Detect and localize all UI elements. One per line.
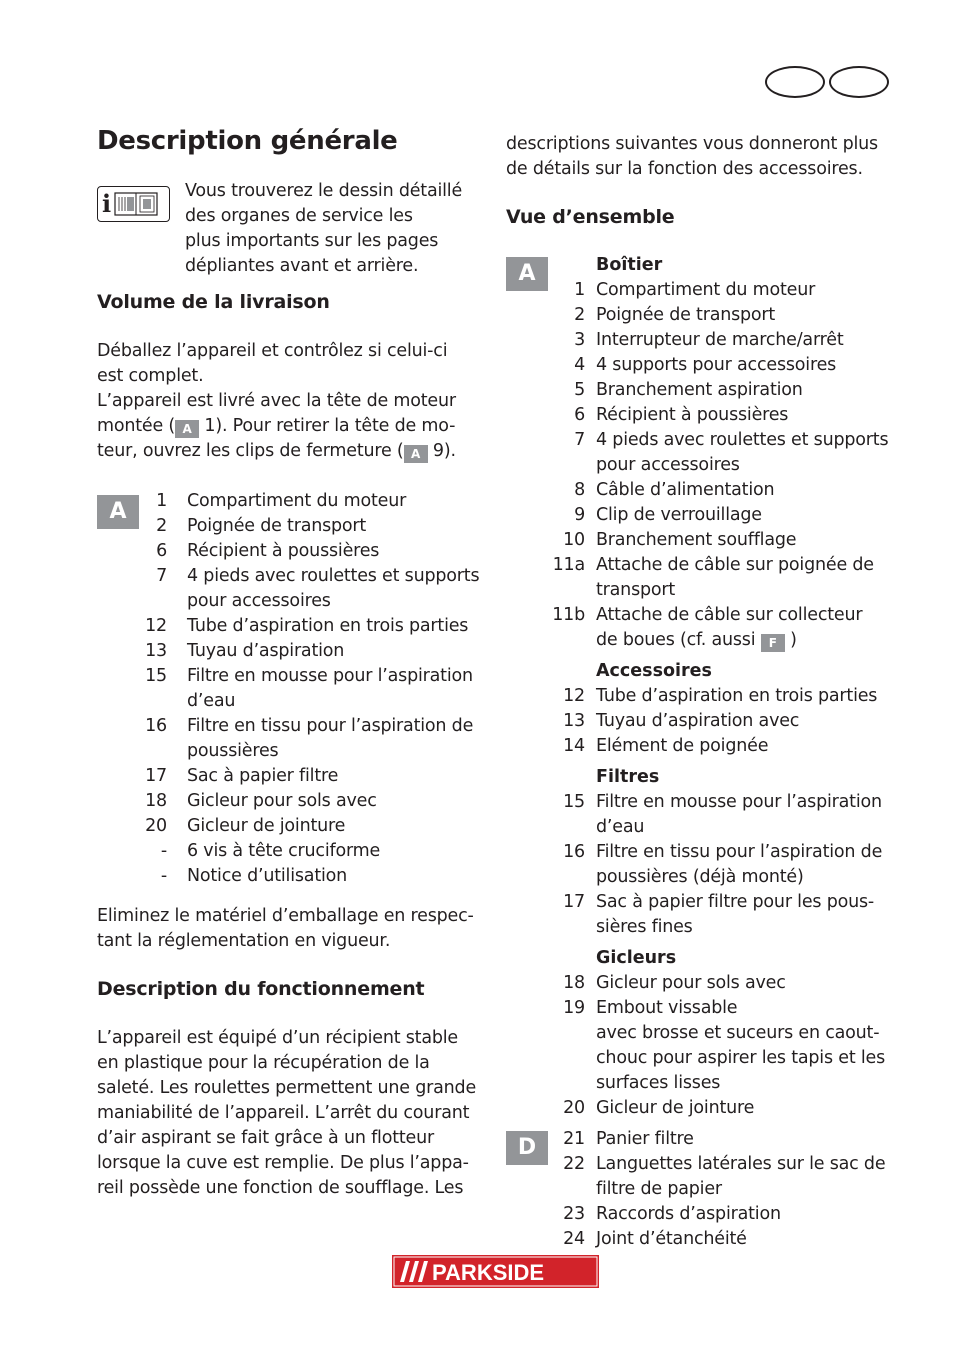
- list-item-text: Notice d’utilisation: [187, 866, 348, 886]
- list-item-text: Filtre en tissu pour l’aspiration de: [596, 842, 883, 862]
- figure-ref-badge-f: F: [761, 634, 785, 652]
- section-heading-overview: Vue d’ensemble: [506, 206, 675, 228]
- list-item-number: 19: [563, 998, 585, 1018]
- overview-list: [506, 253, 891, 1121]
- parkside-logo-text: PARKSIDE: [432, 1260, 545, 1285]
- list-item: [506, 734, 891, 759]
- list-item-number: 14: [563, 736, 585, 756]
- list-item-text: 6 vis à tête cruciforme: [187, 841, 381, 861]
- list-item: [506, 603, 891, 653]
- list-item-text: transport: [596, 580, 676, 600]
- list-item-text: pour accessoires: [187, 591, 331, 611]
- list-item: [506, 1227, 891, 1252]
- list-item: [506, 790, 891, 840]
- list-item-text: pour accessoires: [596, 455, 740, 475]
- disposal-paragraph: Eliminez le matériel d’emballage en respec- tant la réglementation en vigueur.: [97, 906, 474, 951]
- info-block: [97, 179, 482, 277]
- intro-paragraph: descriptions suivantes vous donneront plus de détails sur la fonction des accessoires.: [506, 134, 878, 179]
- delivery-contents-list: [97, 489, 482, 886]
- list-item-text: poussières (déjà monté): [596, 867, 804, 887]
- list-item-text: Poignée de transport: [596, 305, 776, 325]
- list-item-text: Câble d’alimentation: [596, 480, 775, 500]
- list-item-text: Compartiment du moteur: [187, 491, 407, 511]
- list-item: [506, 840, 891, 890]
- list-item: [506, 328, 891, 353]
- list-item: [97, 639, 482, 664]
- list-item: [506, 1127, 891, 1152]
- volume-paragraph: Déballez l’appareil et contrôlez si celui-ci est complet. L’appareil est livré avec la tête de moteur montée ( A 1). Pour retirer la tête de mo- teur, ouvrez les clips de fermeture ( A 9).: [97, 341, 456, 461]
- list-item-number: 21: [563, 1129, 585, 1149]
- list-item-number: 15: [563, 792, 585, 812]
- list-item-text: sières fines: [596, 917, 693, 937]
- figure-ref-badge-a: A: [175, 420, 199, 438]
- group-heading: Gicleurs: [596, 948, 677, 968]
- list-item: [97, 764, 482, 789]
- list-item-number: 3: [574, 330, 585, 350]
- list-item-text: Récipient à poussières: [596, 405, 789, 425]
- list-item-text: Filtre en mousse pour l’aspiration: [187, 666, 473, 686]
- list-item-text: Tube d’aspiration en trois parties: [596, 686, 878, 706]
- list-item-text: Raccords d’aspiration: [596, 1204, 781, 1224]
- right-column: [506, 132, 891, 1252]
- list-item-text: Gicleur de jointure: [187, 816, 346, 836]
- list-item-text: Tuyau d’aspiration avec: [596, 711, 800, 731]
- list-item: [506, 403, 891, 428]
- list-item: [506, 684, 891, 709]
- list-item-number: 16: [563, 842, 585, 862]
- list-item: [97, 564, 482, 614]
- list-item: [506, 1202, 891, 1227]
- list-item: [506, 890, 891, 940]
- list-item: [97, 614, 482, 639]
- list-item: [506, 1152, 891, 1202]
- list-item: [506, 278, 891, 303]
- left-column: [97, 126, 482, 1201]
- list-item-text: Branchement soufflage: [596, 530, 797, 550]
- list-item-number: 18: [145, 791, 167, 811]
- list-item-number: 2: [574, 305, 585, 325]
- list-item: [506, 303, 891, 328]
- list-item: [97, 864, 482, 889]
- list-item-number: 17: [563, 892, 585, 912]
- page-title: Description générale: [97, 126, 398, 156]
- info-text: Vous trouverez le dessin détaillé des organes de service les plus importants sur les pages dépliantes avant et arrière.: [185, 181, 463, 276]
- list-item-number: 6: [574, 405, 585, 425]
- list-item-text: Récipient à poussières: [187, 541, 380, 561]
- list-item-number: 10: [563, 530, 585, 550]
- list-item-number: 16: [145, 716, 167, 736]
- list-item-text: surfaces lisses: [596, 1073, 721, 1093]
- overview-list-d: [506, 1127, 891, 1252]
- group-heading: Accessoires: [596, 661, 712, 681]
- list-item-text: filtre de papier: [596, 1179, 722, 1199]
- list-item-text: 4 supports pour accessoires: [596, 355, 837, 375]
- list-item-number: 17: [145, 766, 167, 786]
- list-item-text: Sac à papier filtre pour les pous-: [596, 892, 875, 912]
- list-item-text: Compartiment du moteur: [596, 280, 816, 300]
- list-item-text: avec brosse et suceurs en caout-: [596, 1023, 880, 1043]
- list-item-text: Poignée de transport: [187, 516, 367, 536]
- list-item-text: de boues (cf. aussi F ): [596, 630, 797, 650]
- figure-badge-a: A: [506, 257, 548, 291]
- list-item-text: d’eau: [187, 691, 236, 711]
- list-item-text: Attache de câble sur collecteur: [596, 605, 863, 625]
- figure-badge-a: A: [97, 495, 139, 529]
- figure-ref-badge-a: A: [404, 445, 428, 463]
- list-item: [506, 971, 891, 996]
- section-heading-volume: Volume de la livraison: [97, 291, 330, 313]
- list-item-text: Sac à papier filtre: [187, 766, 339, 786]
- list-item-number: 8: [574, 480, 585, 500]
- parkside-logo: [392, 1255, 599, 1288]
- list-item-text: Tuyau d’aspiration: [187, 641, 345, 661]
- list-item-text: chouc pour aspirer les tapis et les: [596, 1048, 885, 1068]
- list-item-text: Gicleur pour sols avec: [187, 791, 377, 811]
- list-item-text: Attache de câble sur poignée de: [596, 555, 874, 575]
- list-item-number: 2: [156, 516, 167, 536]
- list-item-text: d’eau: [596, 817, 645, 837]
- list-item-text: Gicleur de jointure: [596, 1098, 755, 1118]
- function-paragraph: L’appareil est équipé d’un récipient stable en plastique pour la récupération de la saleté. Les roulettes permettent une grande maniabilité de l’appareil. L’arrêt du courant d’air aspirant se fait grâce à un flotteur lorsque la cuve est remplie. De plus l’appa- reil possède une fonction de soufflage. Les: [97, 1028, 477, 1198]
- list-item-text: Branchement aspiration: [596, 380, 803, 400]
- list-item-number: 13: [145, 641, 167, 661]
- info-book-icon: i: [97, 186, 170, 222]
- section-heading-function: Description du fonctionnement: [97, 978, 425, 1000]
- list-item-number: 9: [574, 505, 585, 525]
- group-heading: Boîtier: [596, 255, 663, 275]
- list-item-number: 7: [156, 566, 167, 586]
- list-item-text: 4 pieds avec roulettes et supports: [187, 566, 480, 586]
- list-item: [97, 539, 482, 564]
- list-item: [506, 503, 891, 528]
- list-item: [506, 1096, 891, 1121]
- list-item-number: 6: [156, 541, 167, 561]
- list-item: [506, 709, 891, 734]
- list-item-number: -: [160, 841, 167, 861]
- list-item-number: 23: [563, 1204, 585, 1224]
- list-item: [506, 428, 891, 478]
- figure-badge-d: D: [506, 1131, 548, 1165]
- list-item-text: Gicleur pour sols avec: [596, 973, 786, 993]
- list-item-number: 11b: [552, 605, 585, 625]
- list-item-number: 12: [563, 686, 585, 706]
- language-oval-left: [765, 66, 825, 98]
- list-item-text: Joint d’étanchéité: [596, 1229, 747, 1249]
- list-item-number: 20: [145, 816, 167, 836]
- list-item-text: Embout vissable: [596, 998, 738, 1018]
- list-item-text: Tube d’aspiration en trois parties: [187, 616, 469, 636]
- list-item-text: Filtre en tissu pour l’aspiration de: [187, 716, 474, 736]
- list-item-text: Languettes latérales sur le sac de: [596, 1154, 886, 1174]
- list-item-text: 4 pieds avec roulettes et supports: [596, 430, 889, 450]
- list-item-number: 24: [563, 1229, 585, 1249]
- open-book-icon: [114, 191, 158, 217]
- list-item-number: 15: [145, 666, 167, 686]
- list-item-text: poussières: [187, 741, 279, 761]
- list-item-text: Interrupteur de marche/arrêt: [596, 330, 844, 350]
- list-item: [506, 378, 891, 403]
- list-item-text: Elément de poignée: [596, 736, 769, 756]
- list-item-number: 13: [563, 711, 585, 731]
- list-item: [97, 514, 482, 539]
- language-indicator: [765, 66, 891, 100]
- list-item: [97, 814, 482, 839]
- list-item-number: 20: [563, 1098, 585, 1118]
- list-item-text: Panier filtre: [596, 1129, 694, 1149]
- list-item: [97, 664, 482, 714]
- list-item-number: 1: [574, 280, 585, 300]
- group-heading: Filtres: [596, 767, 660, 787]
- list-item: [97, 489, 482, 514]
- list-item-number: 12: [145, 616, 167, 636]
- list-item-number: 4: [574, 355, 585, 375]
- list-item: [506, 478, 891, 503]
- language-oval-right: [829, 66, 889, 98]
- list-item: [506, 353, 891, 378]
- list-item-number: 22: [563, 1154, 585, 1174]
- list-item-number: 11a: [552, 555, 585, 575]
- list-item-text: Filtre en mousse pour l’aspiration: [596, 792, 882, 812]
- list-item-text: Clip de verrouillage: [596, 505, 762, 525]
- list-item: [506, 528, 891, 553]
- list-item-number: 5: [574, 380, 585, 400]
- list-item-number: -: [160, 866, 167, 886]
- list-item: [97, 839, 482, 864]
- list-item-number: 18: [563, 973, 585, 993]
- list-item: [97, 714, 482, 764]
- list-item-number: 7: [574, 430, 585, 450]
- list-item-number: 1: [156, 491, 167, 511]
- list-item: [506, 996, 891, 1096]
- list-item: [506, 553, 891, 603]
- list-item: [97, 789, 482, 814]
